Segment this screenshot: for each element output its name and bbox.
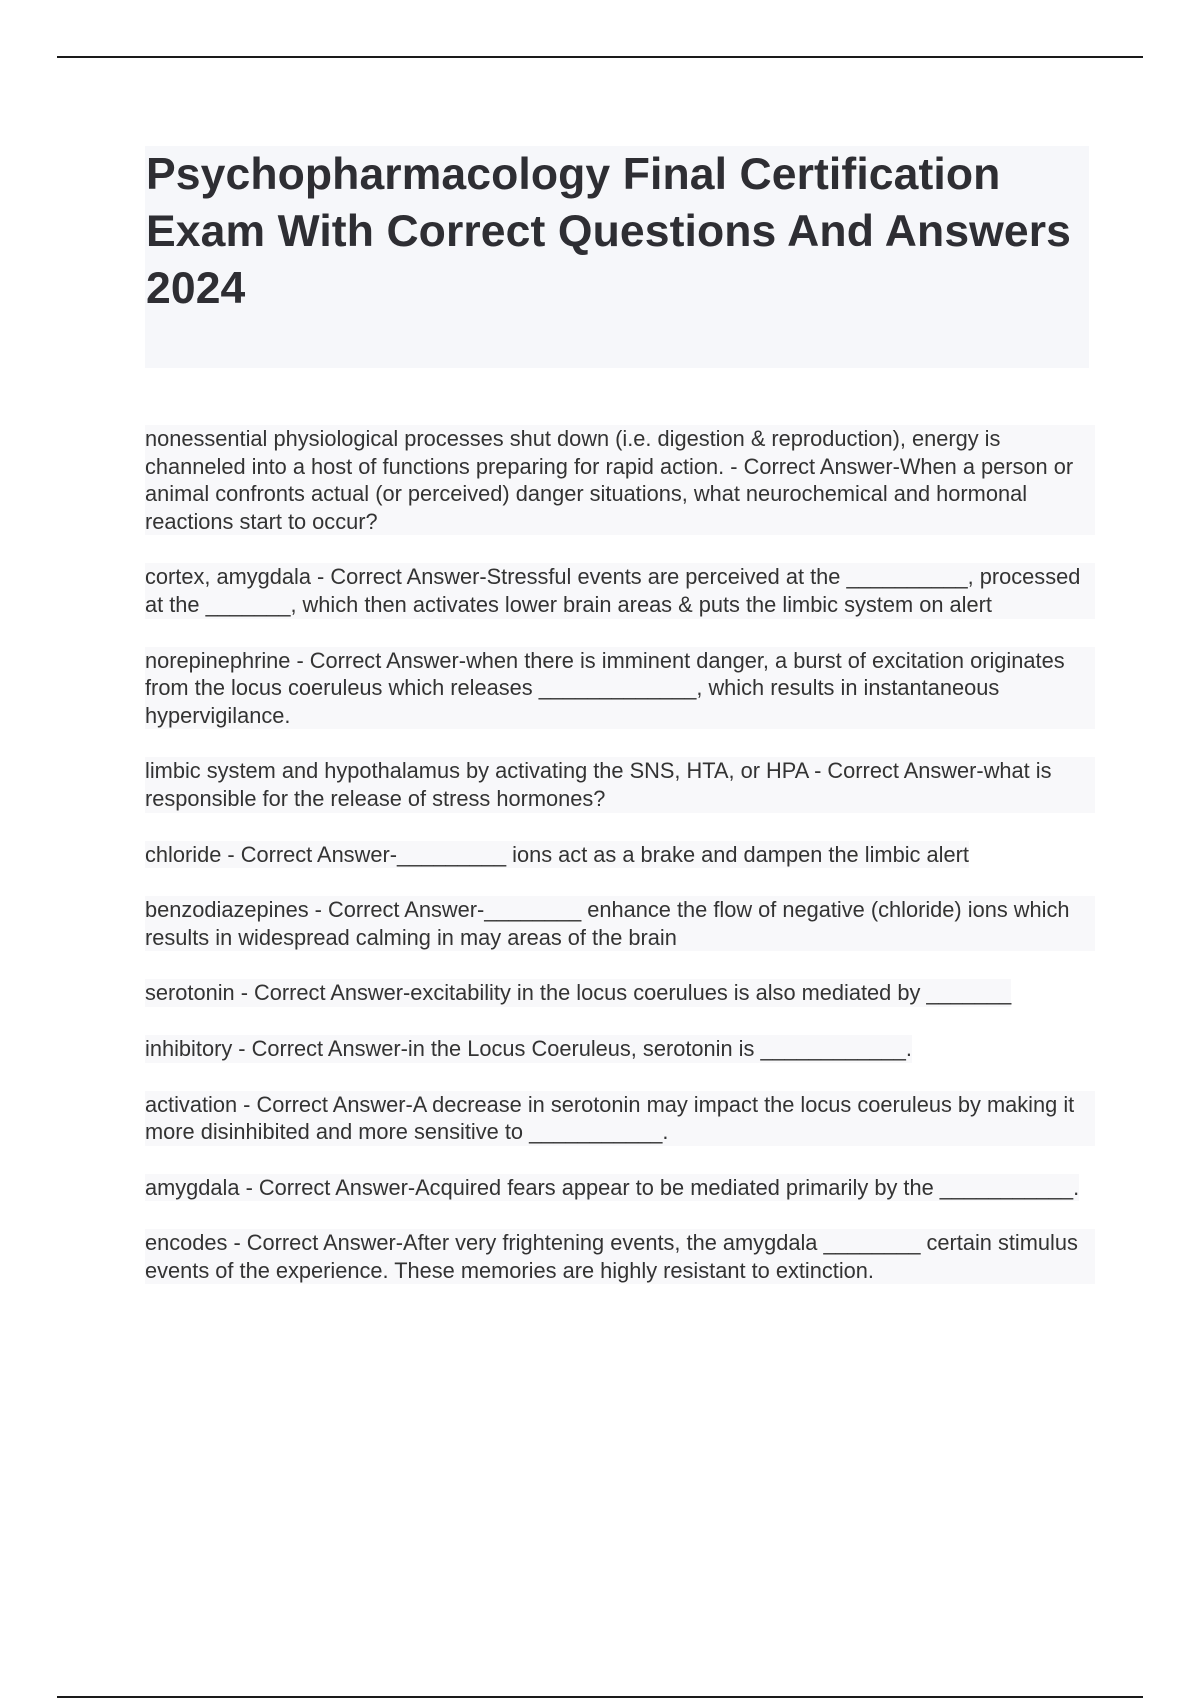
question-text: _________ ions act as a brake and dampen the limbic alert xyxy=(396,841,969,867)
answer-text: amygdala xyxy=(145,1174,240,1200)
correct-answer-separator: - Correct Answer- xyxy=(808,758,984,784)
answer-text: activation xyxy=(145,1091,238,1117)
qa-item xyxy=(145,1091,1095,1146)
correct-answer-separator: - Correct Answer- xyxy=(724,453,900,479)
qa-item xyxy=(145,425,1095,535)
question-text: After very frightening events, the amygdala ________ certain stimulus events of the experience. These memories are highly resistant to extinction. xyxy=(145,1230,1078,1283)
answer-text: benzodiazepines xyxy=(145,897,309,923)
question-text: Acquired fears appear to be mediated primarily by the ___________. xyxy=(415,1174,1080,1200)
correct-answer-separator: - Correct Answer- xyxy=(239,1174,416,1200)
correct-answer-separator: - Correct Answer- xyxy=(290,647,467,673)
correct-answer-separator: - Correct Answer- xyxy=(232,1035,408,1061)
answer-text: norepinephrine xyxy=(145,647,291,673)
qa-list xyxy=(145,425,1095,1312)
qa-item xyxy=(145,647,1095,730)
question-text: when there is imminent danger, a burst of excitation originates from the locus coeruleus which releases _____________, which results in instantaneous hypervigilance. xyxy=(145,647,1065,728)
qa-item xyxy=(145,896,1095,951)
answer-text: chloride xyxy=(145,841,222,867)
question-text: what is responsible for the release of stress hormones? xyxy=(145,758,1052,811)
correct-answer-separator: - Correct Answer- xyxy=(227,1230,404,1256)
correct-answer-separator: - Correct Answer- xyxy=(308,897,485,923)
question-text: When a person or animal confronts actual (or perceived) danger situations, what neurochemical and hormonal reactions start to occur? xyxy=(145,453,1074,534)
qa-item xyxy=(145,1229,1095,1284)
qa-item xyxy=(145,563,1095,618)
question-text: ________ enhance the flow of negative (chloride) ions which results in widespread calming in may areas of the brain xyxy=(145,897,1070,950)
document-title: Psychopharmacology Final Certification Exam With Correct Questions And Answers 2024 xyxy=(146,150,1071,313)
answer-text: limbic system and hypothalamus by activating the SNS, HTA, or HPA xyxy=(145,758,809,784)
qa-item xyxy=(145,841,969,869)
answer-text: nonessential physiological processes shut down (i.e. digestion & reproduction), energy is channeled into a host of functions preparing for rapid action. xyxy=(145,426,1001,479)
question-text: Stressful events are perceived at the __________, processed at the _______, which then activates lower brain areas & puts the limbic system on alert xyxy=(145,564,1081,617)
question-text: in the Locus Coeruleus, serotonin is ____________. xyxy=(407,1035,912,1061)
question-text: excitability in the locus coerulues is also mediated by _______ xyxy=(410,980,1012,1006)
qa-item xyxy=(145,757,1095,812)
answer-text: encodes xyxy=(145,1230,228,1256)
question-text: A decrease in serotonin may impact the locus coeruleus by making it more disinhibited and more sensitive to ___________. xyxy=(145,1091,1075,1145)
top-rule xyxy=(57,56,1143,58)
title-banner xyxy=(145,146,1089,368)
correct-answer-separator: - Correct Answer- xyxy=(310,564,487,590)
bottom-rule xyxy=(57,1696,1143,1698)
correct-answer-separator: - Correct Answer- xyxy=(237,1091,413,1117)
correct-answer-separator: - Correct Answer- xyxy=(234,980,411,1006)
qa-item xyxy=(145,979,1011,1007)
answer-text: cortex, amygdala xyxy=(145,564,311,590)
answer-text: serotonin xyxy=(145,980,235,1006)
qa-item xyxy=(145,1174,1079,1202)
answer-text: inhibitory xyxy=(145,1035,233,1061)
correct-answer-separator: - Correct Answer- xyxy=(221,841,397,867)
qa-item xyxy=(145,1035,912,1063)
